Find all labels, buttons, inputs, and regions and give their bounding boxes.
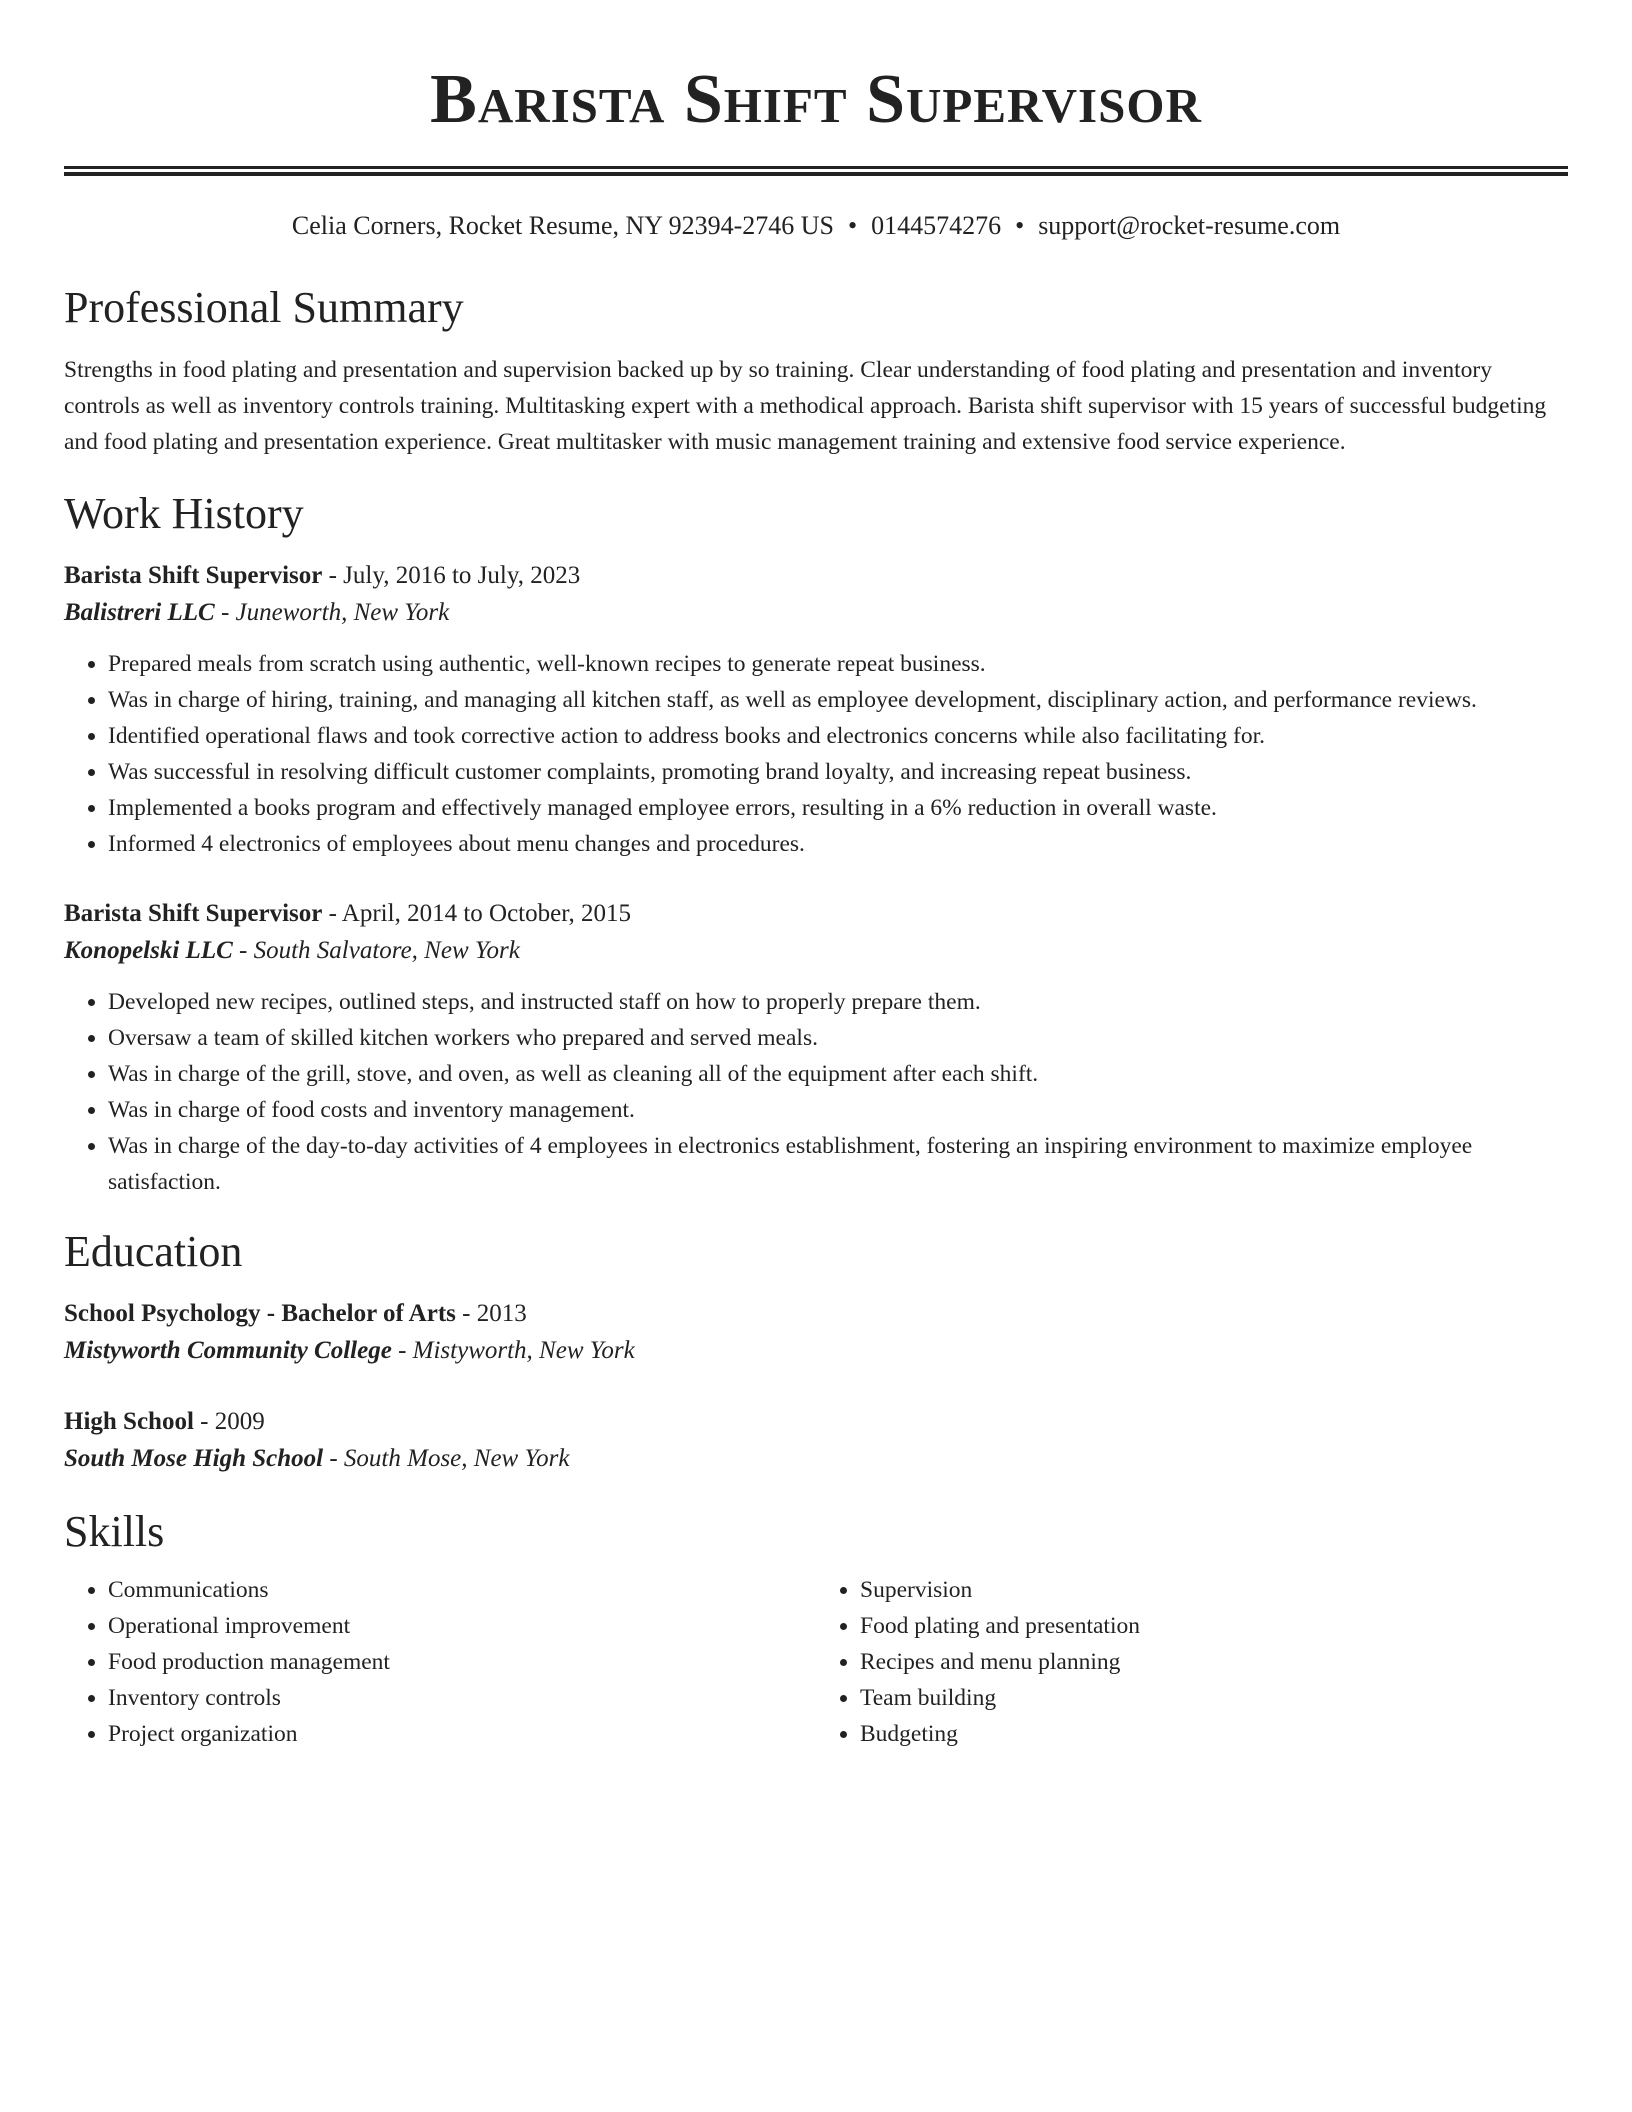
work-history-heading: Work History bbox=[64, 489, 304, 538]
job-entry bbox=[64, 558, 1568, 862]
job-bullet: • Was in charge of food costs and inventory management. bbox=[108, 1092, 1568, 1128]
job-title-line bbox=[64, 896, 1568, 932]
skills-heading: Skills bbox=[64, 1507, 165, 1556]
skill-item: • Supervision bbox=[860, 1572, 1568, 1608]
education-year: - 2009 bbox=[193, 1408, 265, 1435]
education-school-line bbox=[64, 1332, 1568, 1370]
summary-heading: Professional Summary bbox=[64, 283, 464, 332]
education-entry bbox=[64, 1404, 1568, 1478]
summary-text: Strengths in food plating and presentation and supervision backed up by so training. Clear understanding of food plating and presentation and inventory controls as well as inventory controls training. Multitasking expert with a methodical approach. Barista shift supervisor with 15 years of successful budgeting and food plating and presentation experience. Great multitasker with music management training and extensive food service experience. bbox=[64, 357, 1547, 455]
job-company-line bbox=[64, 932, 1568, 970]
skill-item: • Operational improvement bbox=[108, 1608, 816, 1644]
job-location: - Juneworth, New York bbox=[214, 599, 450, 626]
skills-columns bbox=[64, 1572, 1568, 1752]
job-company: Konopelski LLC bbox=[64, 937, 233, 964]
job-dates: - April, 2014 to October, 2015 bbox=[322, 900, 632, 927]
job-entry bbox=[64, 896, 1568, 1200]
skill-item: • Food plating and presentation bbox=[860, 1608, 1568, 1644]
skill-item: • Budgeting bbox=[860, 1716, 1568, 1752]
education-school-line bbox=[64, 1440, 1568, 1478]
job-role: Barista Shift Supervisor bbox=[64, 900, 323, 927]
resume-name: Barista Shift Supervisor bbox=[430, 61, 1202, 138]
job-bullet: • Was in charge of the grill, stove, and oven, as well as cleaning all of the equipment after each shift. bbox=[108, 1056, 1568, 1092]
job-bullet-list bbox=[64, 646, 1568, 862]
job-location: - South Salvatore, New York bbox=[232, 937, 520, 964]
education-entry bbox=[64, 1296, 1568, 1370]
job-dates: - July, 2016 to July, 2023 bbox=[322, 562, 581, 589]
job-title-line bbox=[64, 558, 1568, 594]
skills-list-right bbox=[816, 1572, 1568, 1752]
skill-item: • Inventory controls bbox=[108, 1680, 816, 1716]
contact-address: Celia Corners, Rocket Resume, NY 92394-2746 US bbox=[291, 211, 834, 240]
education-degree-line bbox=[64, 1404, 1568, 1440]
contact-separator: • bbox=[847, 211, 858, 240]
education-heading: Education bbox=[64, 1227, 243, 1276]
skill-item: • Communications bbox=[108, 1572, 816, 1608]
job-bullet: • Identified operational flaws and took corrective action to address books and electronics concerns while also facilitating for. bbox=[108, 718, 1568, 754]
job-bullet: • Was in charge of the day-to-day activities of 4 employees in electronics establishment, fostering an inspiring environment to maximize employee satisfaction. bbox=[108, 1128, 1568, 1200]
job-bullet-list bbox=[64, 984, 1568, 1200]
job-company-line bbox=[64, 594, 1568, 632]
skill-item: • Food production management bbox=[108, 1644, 816, 1680]
education-degree: High School bbox=[64, 1408, 194, 1435]
skills-list-left bbox=[64, 1572, 816, 1752]
job-bullet: • Informed 4 electronics of employees about menu changes and procedures. bbox=[108, 826, 1568, 862]
skill-item: • Project organization bbox=[108, 1716, 816, 1752]
job-role: Barista Shift Supervisor bbox=[64, 562, 323, 589]
job-bullet: • Developed new recipes, outlined steps, and instructed staff on how to properly prepare them. bbox=[108, 984, 1568, 1020]
education-degree: School Psychology - Bachelor of Arts bbox=[64, 1300, 456, 1327]
education-school: Mistyworth Community College bbox=[64, 1337, 392, 1364]
education-location: - Mistyworth, New York bbox=[391, 1337, 635, 1364]
job-bullet: • Was successful in resolving difficult customer complaints, promoting brand loyalty, and increasing repeat business. bbox=[108, 754, 1568, 790]
skill-item: • Team building bbox=[860, 1680, 1568, 1716]
education-school: South Mose High School bbox=[64, 1445, 324, 1472]
header-double-rule bbox=[64, 166, 1568, 176]
contact-phone: 0144574276 bbox=[871, 211, 1002, 240]
job-bullet: • Oversaw a team of skilled kitchen workers who prepared and served meals. bbox=[108, 1020, 1568, 1056]
job-bullet: • Implemented a books program and effectively managed employee errors, resulting in a 6% reduction in overall waste. bbox=[108, 790, 1568, 826]
job-company: Balistreri LLC bbox=[64, 599, 215, 626]
education-year: - 2013 bbox=[455, 1300, 527, 1327]
education-degree-line bbox=[64, 1296, 1568, 1332]
contact-line bbox=[64, 210, 1568, 242]
education-location: - South Mose, New York bbox=[323, 1445, 570, 1472]
contact-email: support@rocket-resume.com bbox=[1038, 211, 1341, 240]
job-bullet: • Was in charge of hiring, training, and managing all kitchen staff, as well as employee development, disciplinary action, and performance reviews. bbox=[108, 682, 1568, 718]
contact-separator: • bbox=[1015, 211, 1025, 240]
skill-item: • Recipes and menu planning bbox=[860, 1644, 1568, 1680]
job-bullet: • Prepared meals from scratch using authentic, well-known recipes to generate repeat business. bbox=[108, 646, 1568, 682]
